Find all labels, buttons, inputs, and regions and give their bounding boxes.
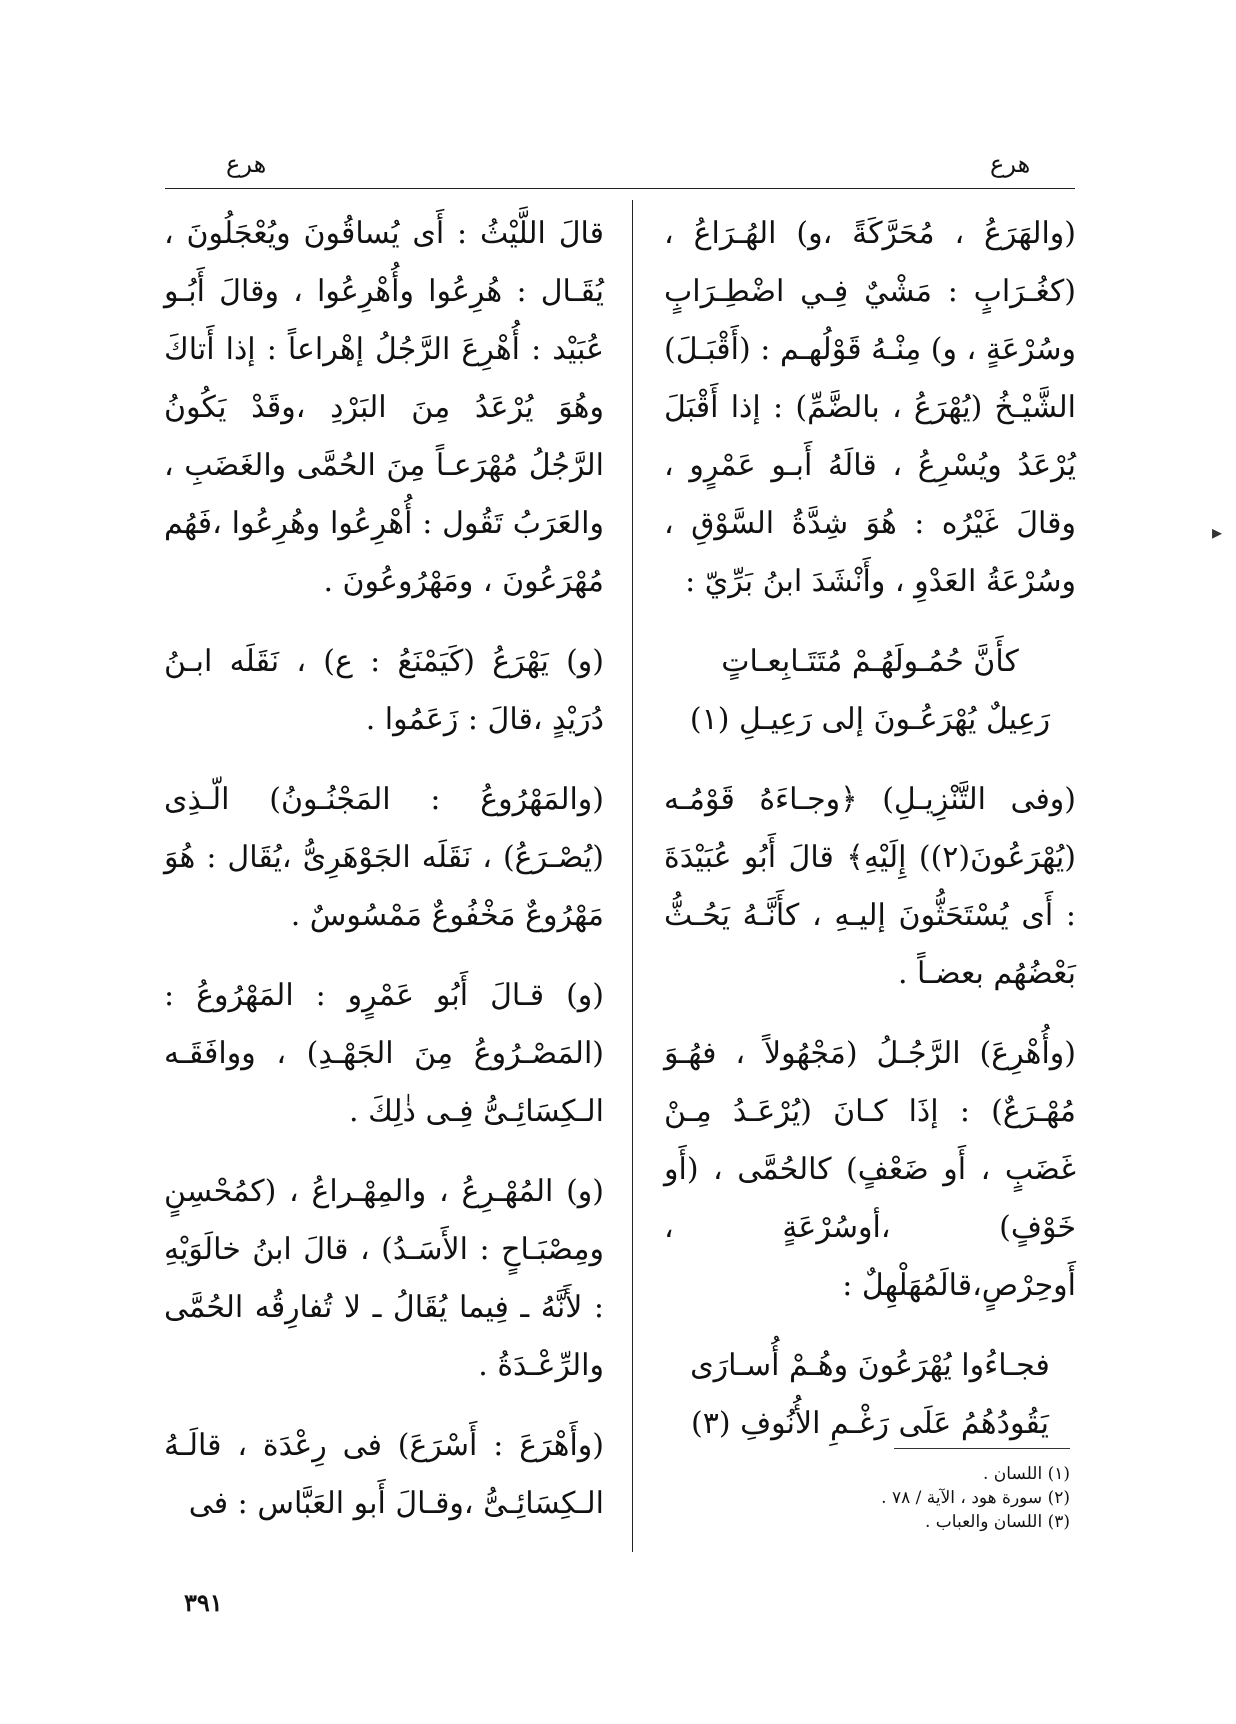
left-paragraph-3: (والمَهْرُوعُ : المَجْنُـونُ) الّـذِى (يُصْـرَعُ) ، نَقَلَه الجَوْهَرِىُّ ،يُقَال : هُوَ مَهْرُوعٌ مَخْفُوعٌ مَمْسُوسٌ . (164, 782, 604, 933)
header-word-left: هرع (226, 150, 267, 178)
left-paragraph-2: (و) يَهْرَعُ (كَيَمْنَعُ : ع) ، نَقَلَه ابـنُ دُرَيْدٍ ،قالَ : زَعَمُوا . (164, 644, 604, 737)
verse-2-line-2: يَقُودُهُمُ عَلَى رَغْـمِ الأُنُوفِ (٣) (690, 1406, 1050, 1441)
right-verse-1 (664, 633, 1076, 749)
page-number: ٣٩١ (184, 1588, 223, 1617)
header-rule (165, 188, 1075, 189)
footnotes (760, 1462, 1070, 1534)
right-paragraph-1: (والهَرَعُ ، مُحَرَّكَةً ،و) الهُـرَاعُ ، (كغُـرَابٍ : مَشْيٌ فِـي اضْطِـرَابٍ وسُرْعَةٍ ، و) مِنْـهُ قَوْلُهـم : (أَقْبَـلَ) الشَّيْـخُ (يُهْرَعُ ، بالضَّمِّ) : إذا أَقْبَلَ يُرْعَدُ ويُسْرِعُ ، قالَهُ أَبـو عَمْرٍو ، وقالَ غَيْرُه : هُوَ شِدَّةُ السَّوْقِ ، وسُرْعَةُ العَدْوِ ، وأَنْشَدَ ابنُ بَرِّيّ : (664, 216, 1076, 599)
verse-1-line-2: رَعِيلٌ يُهْرَعُـونَ إلى رَعِيـلِ (١) (689, 702, 1051, 737)
right-paragraph-3: (وأُهْرِعَ) الرَّجُـلُ (مَجْهُولاً ، فهُـوَ مُهْـرَعٌ) : إذَا كـانَ (يُرْعَـدُ مِـنْ غَضَبٍ ، أَو ضَعْفٍ) كالحُمَّى ، (أَو خَوْفٍ) ،أوسُرْعَةٍ ، أَوحِرْصٍ،قالَمُهَلْهِلٌ : (664, 1036, 1076, 1303)
column-divider (632, 200, 633, 1552)
verse-2-line-1: فجـاءُوا يُهْرَعُونَ وهُـمْ أُسـارَى (690, 1348, 1050, 1383)
right-column (664, 205, 1076, 1475)
right-paragraph-2: (وفى التَّنْزِيـلِ) ﴿وجـاءَهُ قَوْمُـه (يُهْرَعُونَ(٢)) إِلَيْهِ﴾ قالَ أَبُو عُبَيْدَةَ : أَى يُسْتَحَثُّونَ إليـهِ ، كأَنَّـهُ يَحُـثُّ بَعْضُهُم بعضـاً . (664, 782, 1076, 991)
footnote-3: (٣) اللسان والعباب . (924, 1512, 1070, 1532)
left-paragraph-1: قالَ اللَّيْثُ : أَى يُساقُونَ ويُعْجَلُونَ ، يُقَـال : هُرِعُوا وأُهْرِعُوا ، وقالَ أَبُـو عُبَيْد : أُهْرِعَ الرَّجُلُ إهْراعاً : إذا أَتاكَ وهُوَ يُرْعَدُ مِنَ البَرْدِ ،وقَدْ يَكُونُ الرَّجُلُ مُهْرَعـاً مِنَ الحُمَّى والغَضَبِ ، والعَرَبُ تَقُول : أُهْرِعُوا وهُرِعُوا ،فَهُم مُهْرَعُونَ ، ومَهْرُوعُونَ . (164, 216, 604, 599)
left-paragraph-4: (و) قـالَ أَبُو عَمْرٍو : المَهْرُوعُ : (المَصْـرُوعُ مِنَ الجَهْـدِ) ، ووافَقَـه الـكِسَائِـىُّ فِـى ذٰلِكَ . (164, 978, 604, 1129)
footnote-2: (٢) سورة هود ، الآية / ٧٨ . (881, 1488, 1070, 1508)
footnote-1: (١) اللسان . (983, 1464, 1070, 1484)
header-word-right: هرع (990, 150, 1031, 178)
left-column (164, 205, 604, 1533)
margin-mark-icon: ▸ (1212, 520, 1223, 544)
left-paragraph-5: (و) المُهْـرِعُ ، والمِهْـراعُ ، (كمُحْسِنٍ ومِصْبَـاحٍ : الأَسَـدُ) ، قالَ ابنُ خالَوَيْهِ : لأَنَّهُ ـ فِيما يُقَالُ ـ لا تُفارِقُه الحُمَّى والرِّعْـدَةُ . (164, 1174, 604, 1383)
verse-1-line-1: كأَنَّ حُمُـولَهُـمْ مُتَتَـابِعـاتٍ (721, 644, 1019, 679)
footnote-rule (894, 1448, 1070, 1449)
right-verse-2 (664, 1337, 1076, 1453)
left-paragraph-6: (وأَهْرَعَ : أَسْرَعَ) فى رِعْدَة ، قالَـهُ الـكِسَائِـىُّ ،وقـالَ أَبو العَبَّاس : فى (164, 1428, 604, 1521)
